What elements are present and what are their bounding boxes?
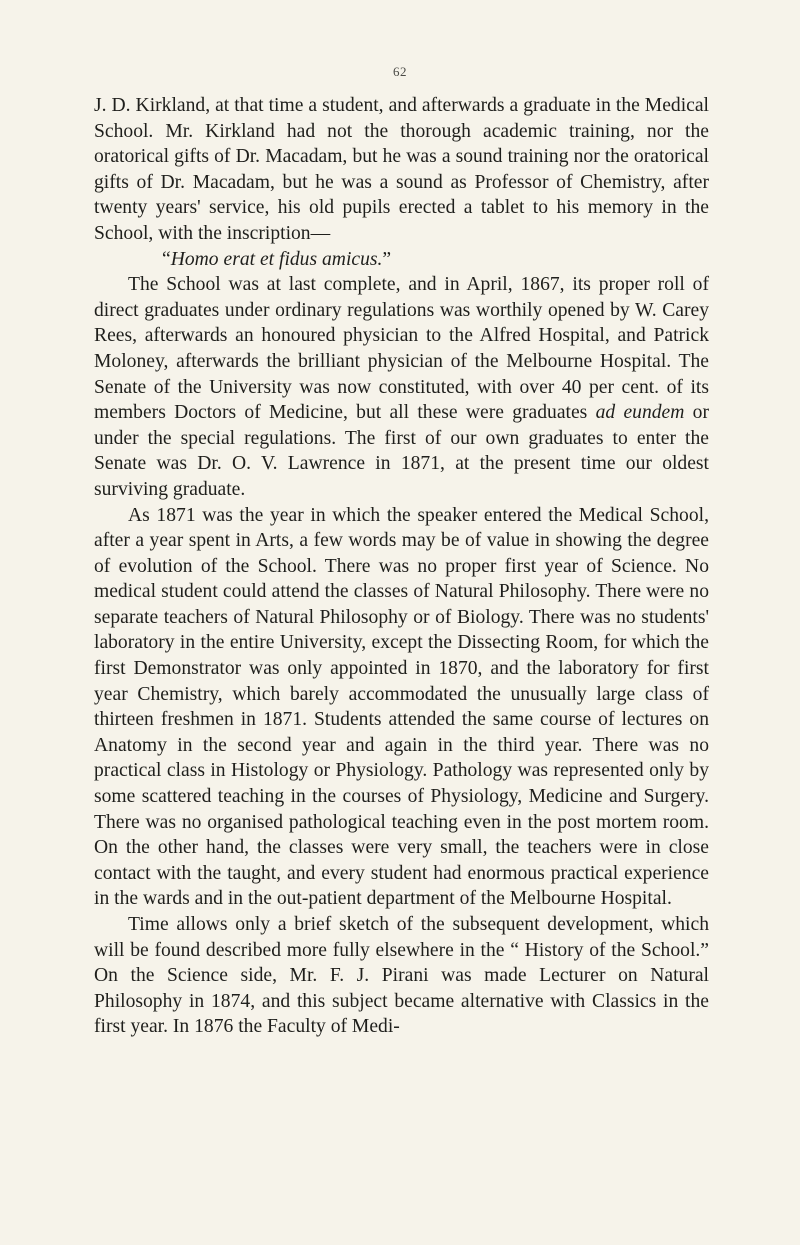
paragraph-school-complete <box>94 272 709 502</box>
inscription-text: Homo erat et fidus amicus. <box>170 248 383 270</box>
paragraph-kirkland: J. D. Kirkland, at that time a student, and afterwards a graduate in the Medical School. Mr. Kirkland had not the thorough academic training, nor the oratorical gifts of Dr. Macadam, but he was a sound training nor the oratorical gifts of Dr. Macadam, but he was a sound as Professor of Chemistry, after twenty years' service, his old pupils erected a tablet to his memory in the School, with the inscription— <box>94 95 709 244</box>
paragraph-subsequent-development: Time allows only a brief sketch of the subsequent development, which will be found described more fully elsewhere in the “ History of the School.” On the Science side, Mr. F. J. Pirani was made Lecturer on Natural Philosophy in 1874, and this subject became alternative with Classics in the first year. In 1876 the Faculty of Medi- <box>94 914 709 1038</box>
paragraph-school-complete-part1: The School was at last complete, and in April, 1867, its proper roll of direct graduates under ordinary regulations was worthily opened by W. Carey Rees, afterwards an honoured physician to the Alfred Hospital, and Patrick Moloney, afterwards the brilliant physician of the Melbourne Hospital. The Senate of the University was now constituted, with over 40 per cent. of its members Doctors of Medicine, but all these were graduates <box>94 274 709 424</box>
quote-open-mark: “ <box>162 248 171 270</box>
page-number: 62 <box>393 64 407 79</box>
quote-close-mark: ” <box>382 248 392 270</box>
paragraph-1871: As 1871 was the year in which the speaker entered the Medical School, after a year spent in Arts, a few words may be of value in showing the degree of evolution of the School. There was no proper first year of Science. No medical student could attend the classes of Natural Philosophy. There were no separate teachers of Natural Philosophy or of Biology. There was no students' laboratory in the entire University, except the Dissecting Room, for which the first Demonstrator was only appointed in 1870, and the laboratory for first year Chemistry, which barely accommodated the unusually large class of thirteen freshmen in 1871. Students attended the same course of lectures on Anatomy in the second year and again in the third year. There was no practical class in Histology or Physiology. Pathology was represented only by some scattered teaching in the courses of Physiology, Medicine and Surgery. There was no organised pathological teaching even in the post mortem room. On the other hand, the classes were very small, the teachers were in close contact with the taught, and every student had enormous practical experience in the wards and in the out-patient department of the Melbourne Hospital. <box>94 504 709 910</box>
body-text <box>94 93 709 1040</box>
paragraph-school-complete-part2: or under the special regulations. The first of our own graduates to enter the Senate was Dr. O. V. Lawrence in 1871, at the present time our oldest surviving graduate. <box>94 402 709 500</box>
ad-eundem-term: ad eundem <box>595 402 685 424</box>
latin-inscription <box>94 247 709 273</box>
